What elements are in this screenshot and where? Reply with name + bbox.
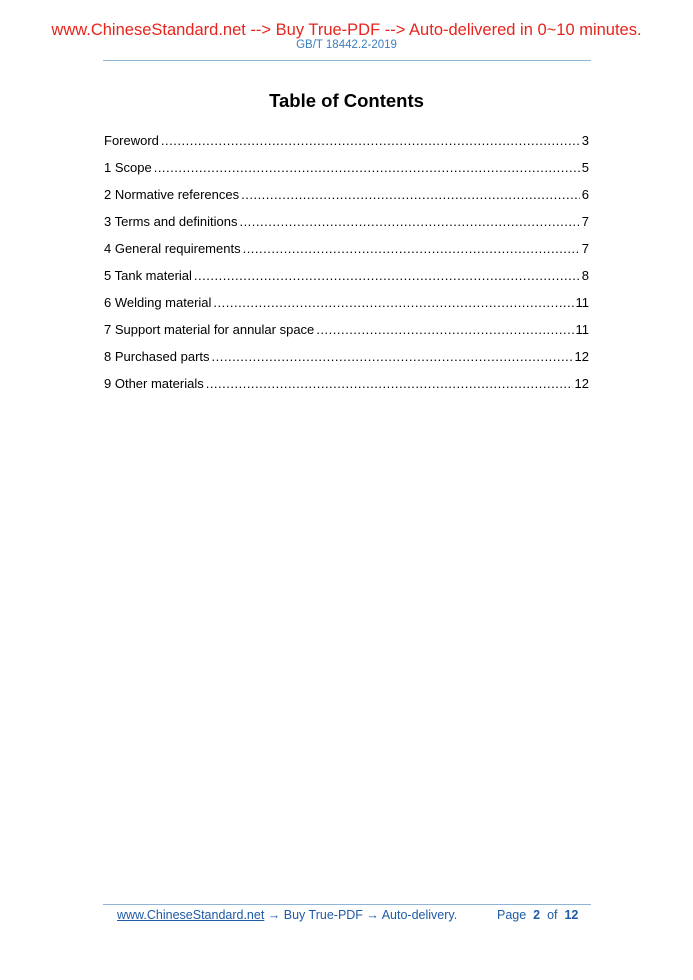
page-word: Page bbox=[497, 908, 527, 922]
toc-entry-page: 12 bbox=[574, 376, 589, 391]
toc-leader-dots bbox=[241, 185, 580, 205]
toc-entry-label: 1 Scope bbox=[104, 160, 152, 175]
toc-entry-label: 5 Tank material bbox=[104, 268, 192, 283]
toc-leader-dots bbox=[206, 374, 573, 394]
current-page: 2 bbox=[533, 908, 541, 922]
toc-entry-terms-and-definitions[interactable] bbox=[104, 212, 589, 239]
footer-divider bbox=[103, 904, 591, 905]
total-pages: 12 bbox=[564, 908, 579, 922]
toc-entry-welding-material[interactable] bbox=[104, 293, 589, 320]
toc-entry-label: 6 Welding material bbox=[104, 295, 212, 310]
toc-entry-label: 8 Purchased parts bbox=[104, 349, 210, 364]
toc-entry-normative-references[interactable] bbox=[104, 185, 589, 212]
header-divider bbox=[103, 60, 591, 61]
toc-leader-dots bbox=[161, 131, 580, 151]
toc-leader-dots bbox=[194, 266, 580, 286]
footer-promo bbox=[117, 907, 457, 923]
toc-entry-label: 3 Terms and definitions bbox=[104, 214, 238, 229]
toc-leader-dots bbox=[243, 239, 580, 259]
toc-entry-label: 9 Other materials bbox=[104, 376, 204, 391]
footer-website-link[interactable]: www.ChineseStandard.net bbox=[117, 908, 265, 922]
toc-entry-foreword[interactable] bbox=[104, 131, 589, 158]
toc-title: Table of Contents bbox=[269, 90, 424, 111]
toc-entry-page: 11 bbox=[575, 295, 589, 310]
toc-entry-label: 7 Support material for annular space bbox=[104, 322, 315, 337]
toc-entry-other-materials[interactable] bbox=[104, 374, 589, 401]
toc-entry-purchased-parts[interactable] bbox=[104, 347, 589, 374]
page-number bbox=[497, 907, 578, 923]
footer-tagline: → Buy True-PDF → Auto-delivery. bbox=[264, 908, 458, 922]
document-id: GB/T 18442.2-2019 bbox=[296, 39, 397, 51]
toc-entry-page: 6 bbox=[581, 187, 589, 202]
toc-entry-label: 2 Normative references bbox=[104, 187, 240, 202]
toc-entry-general-requirements[interactable] bbox=[104, 239, 589, 266]
toc-entry-label: 4 General requirements bbox=[104, 241, 241, 256]
toc-entry-page: 5 bbox=[581, 160, 589, 175]
toc-leader-dots bbox=[212, 347, 573, 367]
toc-entry-support-material[interactable] bbox=[104, 320, 589, 347]
toc-entry-page: 8 bbox=[581, 268, 589, 283]
toc-entry-page: 7 bbox=[581, 241, 589, 256]
toc-leader-dots bbox=[154, 158, 580, 178]
toc-entry-page: 12 bbox=[574, 349, 589, 364]
toc-leader-dots bbox=[213, 293, 573, 313]
toc-entry-page: 11 bbox=[575, 322, 589, 337]
toc-entry-scope[interactable] bbox=[104, 158, 589, 185]
toc-list bbox=[104, 131, 589, 401]
toc-entry-page: 3 bbox=[581, 133, 589, 148]
of-word: of bbox=[547, 908, 558, 922]
toc-entry-page: 7 bbox=[581, 214, 589, 229]
toc-entry-label: Foreword bbox=[104, 133, 159, 148]
toc-leader-dots bbox=[239, 212, 579, 232]
header-banner: www.ChineseStandard.net --> Buy True-PDF --> Auto-delivered in 0~10 minutes. bbox=[51, 21, 642, 39]
toc-leader-dots bbox=[316, 320, 573, 340]
toc-entry-tank-material[interactable] bbox=[104, 266, 589, 293]
